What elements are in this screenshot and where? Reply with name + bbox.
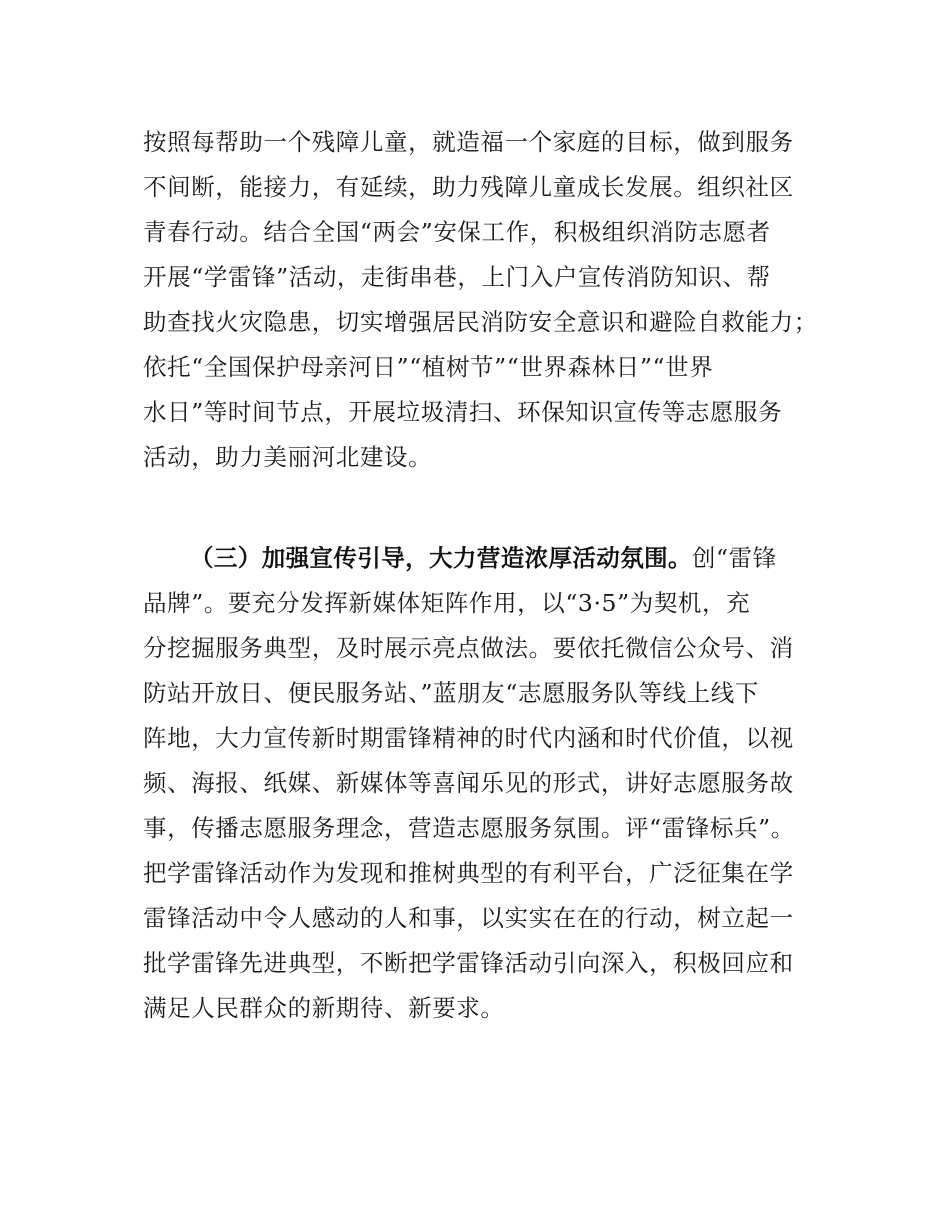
text-line: 不间断，能接力，有延续，助力残障儿童成长发展。组织社区 (143, 173, 794, 201)
text-line: 频、海报、纸媒、新媒体等喜闻乐见的形式，讲好志愿服务故 (143, 769, 794, 797)
paragraph-1 (143, 120, 818, 480)
text-line: 水日”等时间节点，开展垃圾清扫、环保知识宣传等志愿服务 (143, 398, 783, 426)
text-line: 依托“全国保护母亲河日”“植树节”“世界森林日”“世界 (143, 353, 714, 381)
text-line: 防站开放日、便民服务站、”蓝朋友“志愿服务队等线上线下 (143, 679, 759, 707)
text-line: 批学雷锋先进典型，不断把学雷锋活动引向深入，积极回应和 (143, 949, 794, 977)
heading-line-continuation: 创“雷锋 (691, 544, 777, 572)
text-line: 事，传播志愿服务理念，营造志愿服务氛围。评“雷锋标兵”。 (143, 814, 795, 842)
text-line: 活动，助力美丽河北建设。 (143, 443, 433, 471)
text-line: 开展“学雷锋”活动，走街串巷，上门入户宣传消防知识、帮 (143, 263, 771, 291)
text-line: 把学雷锋活动作为发现和推树典型的有利平台，广泛征集在学 (143, 859, 794, 887)
paragraph-2 (143, 536, 815, 1031)
text-line: 阵地，大力宣传新时期雷锋精神的时代内涵和时代价值，以视 (143, 724, 794, 752)
text-line: 满足人民群众的新期待、新要求。 (143, 994, 505, 1022)
text-line: 品牌”。要充分发挥新媒体矩阵作用，以“3·5”为契机，充 (143, 589, 751, 617)
text-line: 按照每帮助一个残障儿童，就造福一个家庭的目标，做到服务 (143, 128, 794, 156)
text-line: 分挖掘服务典型，及时展示亮点做法。要依托微信公众号、消 (143, 634, 794, 662)
text-line: 助查找火灾隐患，切实增强居民消防安全意识和避险自救能力； (143, 308, 818, 336)
text-line: 雷锋活动中令人感动的人和事，以实实在在的行动，树立起一 (143, 904, 794, 932)
section-heading: （三）加强宣传引导，大力营造浓厚活动氛围。 (190, 544, 692, 572)
section-heading-line (143, 536, 815, 581)
text-line: 青春行动。结合全国“两会”安保工作，积极组织消防志愿者 (143, 218, 771, 246)
